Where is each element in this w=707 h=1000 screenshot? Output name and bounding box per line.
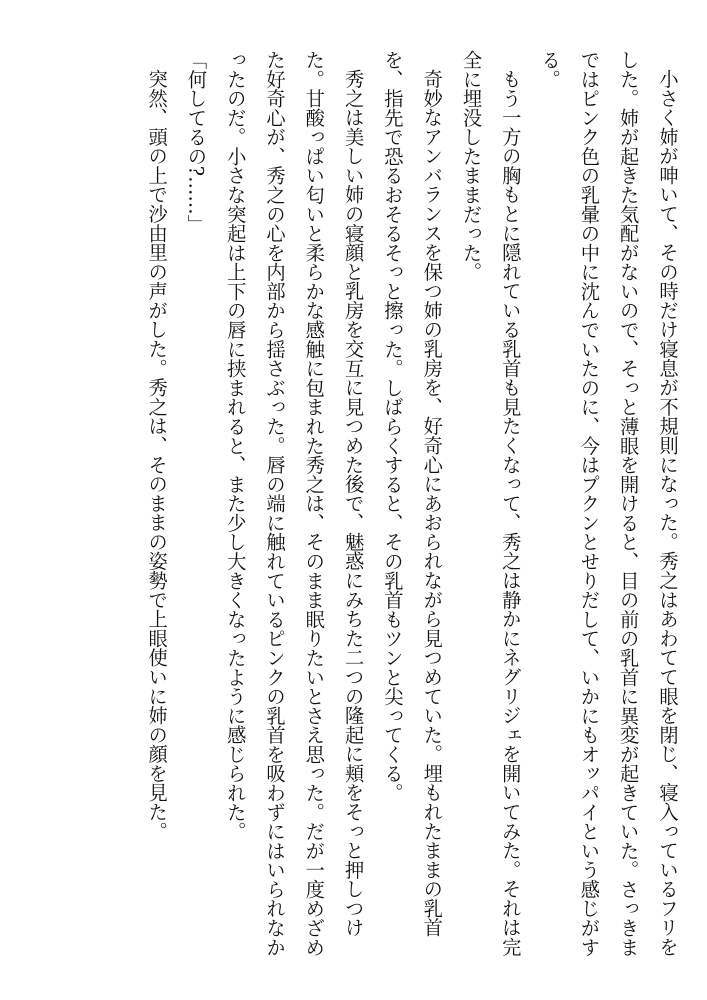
- paragraph: 秀之は美しい姉の寝顔と乳房を交互に見つめた後で、魅惑にみちた二つの隆起に頬をそっと押しつけた。甘酸っぱい匂いと柔らかな感触に包まれた秀之は、そのまま眠りたいとさえ思った。だが一度めざめた好奇心が、秀之の心を内部から揺さぶった。唇の端に触れているピンクの乳首を吸わずにはいられなかったのだ。小さな突起は上下の唇に挟まれると、また少し大きくなったように感じられた。: [223, 50, 365, 957]
- paragraph: もう一方の胸もとに隠れている乳首も見たくなって、秀之は静かにネグリジェを開いてみた。それは完全に埋没したままだった。: [459, 50, 522, 957]
- dialogue-line: 「何してるの?……」: [184, 50, 208, 234]
- paragraph: 小さく姉が呻いて、その時だけ寝息が不規則になった。秀之はあわてて眼を閉じ、寝入っているフリをした。姉が起きた気配がないので、そっと薄眼を開けると、目の前の乳首に異変が起きていた。さっきまではピンク色の乳暈の中に沈んでいたのに、今はプクンとせりだして、いかにもオッパイという感じがする。: [538, 50, 679, 957]
- paragraph: 奇妙なアンバランスを保つ姉の乳房を、好奇心にあおられながら見つめていた。埋もれたままの乳首を、指先で恐るおそるそっと擦った。しばらくすると、その乳首もツンと尖ってくる。: [380, 50, 444, 938]
- paragraph: 突然、頭の上で沙由里の声がした。秀之は、そのままの姿勢で上眼使いに姉の顔を見た。: [145, 69, 169, 841]
- vertical-text-body: [137, 50, 687, 970]
